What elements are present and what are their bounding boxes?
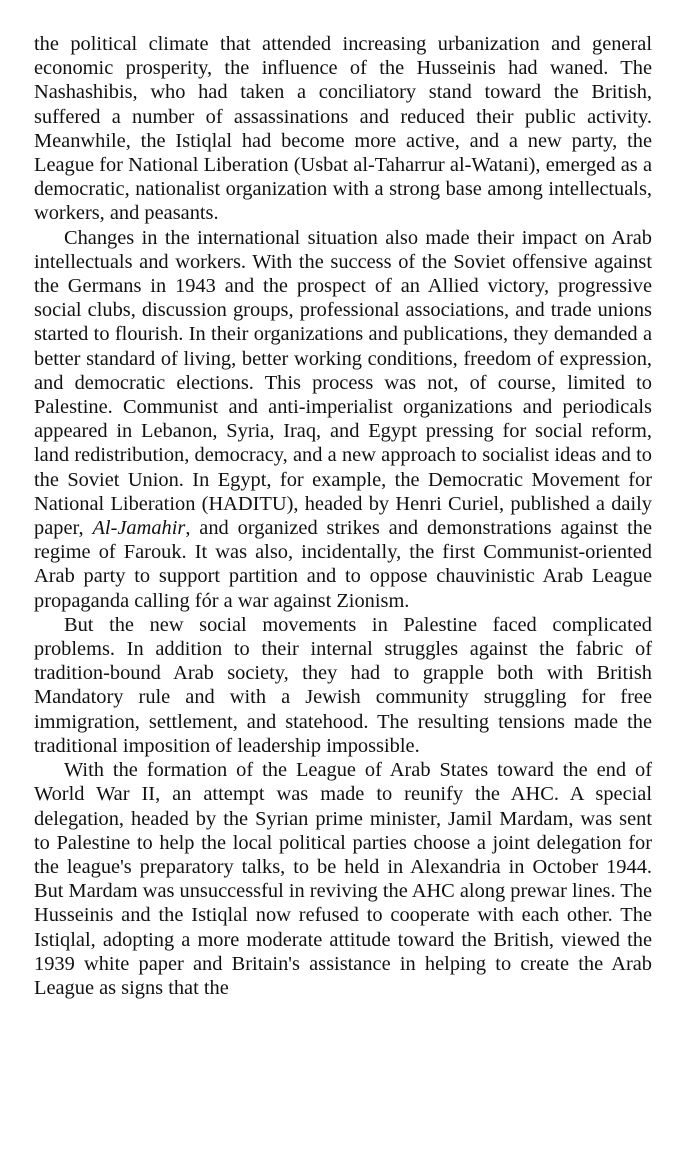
paragraph-arab-league-formation: With the formation of the League of Arab States toward the end of World War II, an attempt was made to reunify the AHC. A special delegation, headed by the Syrian prime minister, Jamil Mardam, was sent to Palestine to help the local political parties choose a joint delegation for the league's preparatory talks, to be held in Alexandria in October 1944. But Mardam was unsuccessful in reviving the AHC along prewar lines. The Husseinis and the Istiqlal now refused to cooperate with each other. The Istiqlal, adopting a more moderate attitude toward the British, viewed the 1939 white paper and Britain's assistance in helping to create the Arab League as signs that the (34, 759, 653, 999)
paragraph-social-movements: But the new social movements in Palestine faced complicated problems. In addition to their internal struggles against the fabric of tradition-bound Arab society, they had to grapple both with British Mandatory rule and with a Jewish community struggling for free immigration, settlement, and statehood. The resulting tensions made the traditional imposition of leadership impossible. (34, 613, 652, 757)
paragraph-continuation: the political climate that attended increasing urbanization and general economic prosperity, the influence of the Husseinis had waned. The Nashashibis, who had taken a conciliatory stand toward the British, suffered a number of assassinations and reduced their public activity. Meanwhile, the Istiqlal had become more active, and a new party, the League for National Liberation (Usbat al-Taharrur al-Watani), emerged as a democratic, nationalist organization with a strong base among intellectuals, workers, and peasants. (34, 33, 652, 225)
paragraph-text-before-italic: Changes in the international situation also made their impact on Arab intellectuals and workers. With the success of the Soviet offensive against the Germans in 1943 and the prospect of an Allied victory, progressive social clubs, discussion groups, professional associations, and trade unions started to flourish. In their organizations and publications, they demanded a better standard of living, better working conditions, freedom of expression, and democratic elections. This process was not, of course, limited to Palestine. Communist and anti-imperialist organizations and periodicals appeared in Lebanon, Syria, Iraq, and Egypt pressing for social reform, land redistribution, democracy, and a new approach to socialist ideas and to the Soviet Union. In Egypt, for example, the Democratic Movement for National Liberation (HADITU), headed by Henri Curiel, published a daily paper, (34, 226, 652, 540)
paragraph-text-after-italic: , and organized strikes and demonstrations against the regime of Farouk. It was also, incidentally, the first Communist-oriented Arab party to support partition and to oppose chauvinistic Arab League propaganda calling fór a war against Zionism. (34, 517, 652, 612)
newspaper-title-italic: Al-Jamahir (92, 517, 186, 540)
book-page-text (34, 32, 652, 1000)
paragraph-international-changes (34, 226, 652, 613)
